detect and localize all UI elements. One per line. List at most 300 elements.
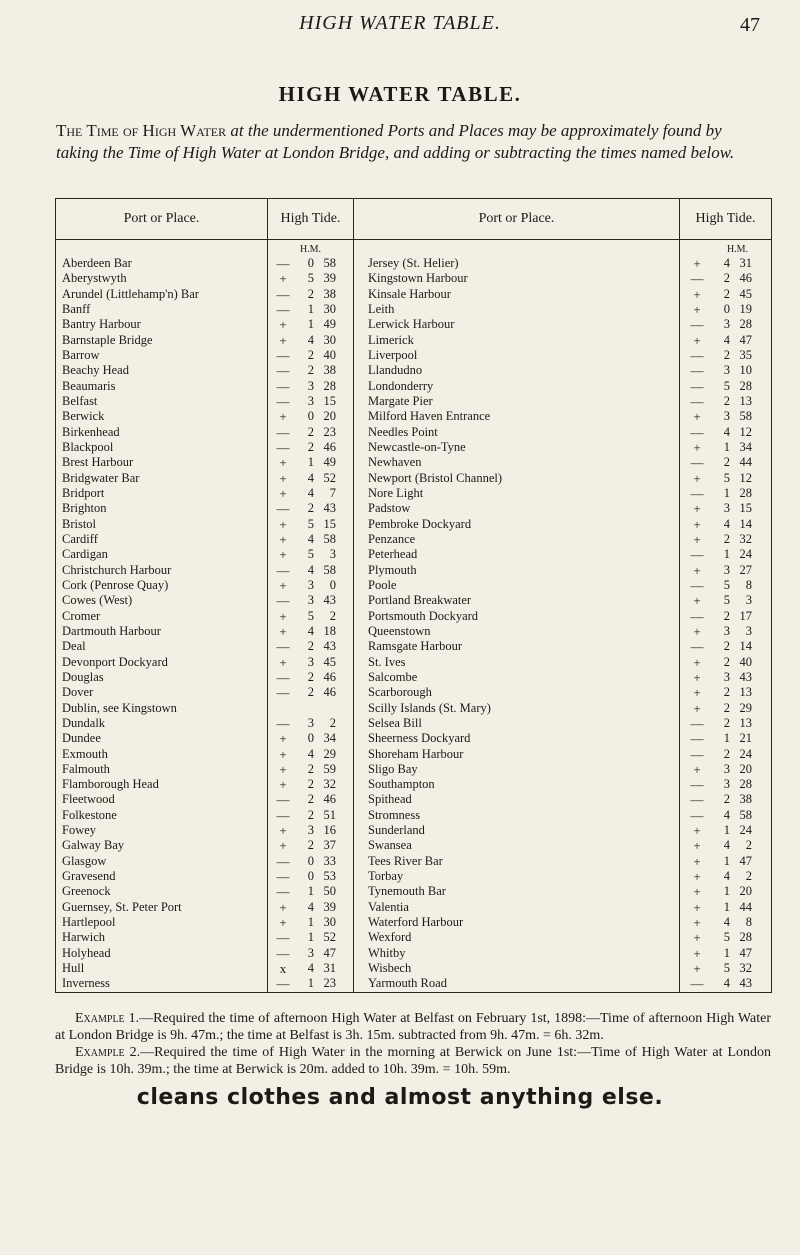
tide-minutes: 58 xyxy=(739,807,752,822)
table-row-tide xyxy=(680,792,771,807)
tide-hours: 5 xyxy=(723,961,730,976)
table-row-tide xyxy=(268,379,353,394)
tide-sign: + xyxy=(279,777,287,793)
tide-sign: + xyxy=(693,838,701,854)
table-row-place xyxy=(354,915,679,930)
table-row-place xyxy=(56,685,267,700)
table-row-tide xyxy=(680,409,771,424)
table-row-place xyxy=(354,808,679,823)
table-row-tide xyxy=(680,593,771,608)
table-row-tide xyxy=(268,655,353,670)
tide-sign: — xyxy=(690,347,704,363)
tide-minutes: 45 xyxy=(323,654,336,669)
place-name: Brighton xyxy=(62,501,107,516)
tide-hours: 5 xyxy=(723,577,730,592)
tide-sign: — xyxy=(276,286,290,302)
tide-hours: 2 xyxy=(307,838,314,853)
place-name: Limerick xyxy=(368,332,414,347)
tide-sign: + xyxy=(693,531,701,547)
tide-minutes: 47 xyxy=(323,945,336,960)
tide-hours: 4 xyxy=(307,746,314,761)
table-row-tide xyxy=(268,701,353,716)
table-row-place xyxy=(56,808,267,823)
tide-sign: — xyxy=(276,301,290,317)
tide-minutes: 13 xyxy=(739,715,752,730)
place-name: Banff xyxy=(62,301,91,316)
tide-hours: 3 xyxy=(307,577,314,592)
place-name: Cardiff xyxy=(62,531,98,546)
tide-hours: 2 xyxy=(307,807,314,822)
tide-minutes: 46 xyxy=(323,669,336,684)
tide-hours: 2 xyxy=(723,654,730,669)
tide-sign: — xyxy=(690,715,704,731)
place-name: Arundel (Littlehamp'n) Bar xyxy=(62,286,199,301)
tide-hours: 2 xyxy=(307,761,314,776)
tide-minutes: 35 xyxy=(739,347,752,362)
tide-hours: 3 xyxy=(723,562,730,577)
intro-rest: at the undermentioned Ports and Places may be approximately found by taking the Time of High Water at London Bridge, and adding or subtracting the times named below. xyxy=(56,121,735,162)
tide-hours: 2 xyxy=(307,669,314,684)
place-name: Holyhead xyxy=(62,945,111,960)
place-name: Southampton xyxy=(368,777,435,792)
tide-minutes: 12 xyxy=(739,424,752,439)
tide-minutes: 30 xyxy=(323,301,336,316)
tide-minutes: 2 xyxy=(329,608,336,623)
table-row-place xyxy=(56,287,267,302)
table-row-tide xyxy=(680,317,771,332)
tide-sign: — xyxy=(276,378,290,394)
table-row-tide xyxy=(268,440,353,455)
tide-sign: + xyxy=(693,562,701,578)
tide-hours: 2 xyxy=(723,271,730,286)
place-name: Newport (Bristol Channel) xyxy=(368,470,503,485)
tide-hours: 4 xyxy=(723,424,730,439)
tide-sign: + xyxy=(279,332,287,348)
tide-hours: 5 xyxy=(307,271,314,286)
table-row-place xyxy=(354,976,679,991)
place-name: Beaumaris xyxy=(62,378,116,393)
tide-hours: 2 xyxy=(723,639,730,654)
tide-hours: 0 xyxy=(307,853,314,868)
table-row-tide xyxy=(268,670,353,685)
table-row-tide xyxy=(268,884,353,899)
tide-minutes: 46 xyxy=(323,792,336,807)
table-row-tide xyxy=(268,455,353,470)
tide-sign: — xyxy=(690,317,704,333)
example-2 xyxy=(55,1044,771,1078)
table-row-tide xyxy=(680,915,771,930)
tide-minutes: 46 xyxy=(323,685,336,700)
unit-label-right: H.M. xyxy=(726,244,749,255)
table-row-place xyxy=(56,256,267,271)
tide-sign: + xyxy=(693,669,701,685)
tide-hours: 4 xyxy=(307,623,314,638)
table-row-tide xyxy=(268,302,353,317)
tide-sign xyxy=(268,701,298,716)
table-row-tide xyxy=(268,777,353,792)
tide-sign: + xyxy=(279,577,287,593)
table-row-place xyxy=(354,869,679,884)
tide-hours: 2 xyxy=(723,393,730,408)
tide-minutes: 34 xyxy=(323,731,336,746)
table-row-tide xyxy=(268,271,353,286)
tide-hours: 4 xyxy=(723,332,730,347)
table-row-place xyxy=(354,685,679,700)
tide-minutes: 23 xyxy=(323,424,336,439)
table-row-place xyxy=(354,409,679,424)
table-row-place xyxy=(56,823,267,838)
place-name: Harwich xyxy=(62,930,106,945)
tide-minutes: 58 xyxy=(739,409,752,424)
tide-sign: + xyxy=(693,884,701,900)
table-row-tide xyxy=(680,517,771,532)
table-row-tide xyxy=(680,762,771,777)
tide-hours: 1 xyxy=(307,930,314,945)
place-name: Cardigan xyxy=(62,547,108,562)
tide-hours: 2 xyxy=(307,501,314,516)
table-row-tide xyxy=(268,792,353,807)
tide-sign: + xyxy=(279,516,287,532)
place-name: Kingstown Harbour xyxy=(368,271,468,286)
tide-hours: 2 xyxy=(723,792,730,807)
tide-minutes: 13 xyxy=(739,393,752,408)
table-row-tide xyxy=(680,547,771,562)
place-name: Devonport Dockyard xyxy=(62,654,168,669)
intro-lead: The Time of High Water xyxy=(56,121,227,140)
tide-hours: 5 xyxy=(307,608,314,623)
table-row-tide xyxy=(680,701,771,716)
example-2-text: —Required the time of High Water in the morning at Berwick on June 1st:—Time of High Water at London Bridge is 10h. 39m.; the time at Berwick is 20m. added to 10h. 39m. = 10h. 59m. xyxy=(55,1045,771,1077)
tide-minutes: 40 xyxy=(323,347,336,362)
tide-sign: + xyxy=(693,593,701,609)
table-row-place xyxy=(56,501,267,516)
tide-sign: — xyxy=(276,393,290,409)
table-row-tide xyxy=(680,854,771,869)
table-row-tide xyxy=(680,838,771,853)
header-port-right: Port or Place. xyxy=(354,199,680,240)
place-name: Glasgow xyxy=(62,853,107,868)
tide-hours: 4 xyxy=(307,562,314,577)
tide-sign: + xyxy=(693,853,701,869)
tide-hours: 4 xyxy=(723,807,730,822)
table-row-place xyxy=(56,869,267,884)
tide-sign: — xyxy=(276,685,290,701)
table-row-place xyxy=(56,593,267,608)
tide-minutes: 17 xyxy=(739,608,752,623)
tide-hours: 1 xyxy=(723,547,730,562)
table-row-tide xyxy=(680,609,771,624)
tide-minutes: 52 xyxy=(323,470,336,485)
tide-minutes: 0 xyxy=(329,577,336,592)
tide-hours: 2 xyxy=(723,347,730,362)
tide-sign: + xyxy=(693,301,701,317)
tide-sign: — xyxy=(690,639,704,655)
table-row-tide xyxy=(268,317,353,332)
table-row-tide xyxy=(680,379,771,394)
place-name: Christchurch Harbour xyxy=(62,562,172,577)
tide-sign: + xyxy=(693,930,701,946)
place-name: Selsea Bill xyxy=(368,715,422,730)
tide-hours: 3 xyxy=(723,777,730,792)
running-title: HIGH WATER TABLE. xyxy=(299,12,501,34)
table-row-place xyxy=(354,854,679,869)
place-name: Portland Breakwater xyxy=(368,593,472,608)
tide-hours: 3 xyxy=(307,715,314,730)
place-name: Llandudno xyxy=(368,363,423,378)
tide-minutes: 2 xyxy=(745,838,752,853)
tide-hours: 0 xyxy=(307,256,314,270)
table-row-tide xyxy=(268,609,353,624)
tide-minutes: 43 xyxy=(323,639,336,654)
table-row-place xyxy=(56,900,267,915)
table-row-tide xyxy=(680,808,771,823)
place-name: Douglas xyxy=(62,669,104,684)
example-2-label: Example 2. xyxy=(75,1045,141,1060)
tide-sign: — xyxy=(276,792,290,808)
tide-sign: — xyxy=(276,363,290,379)
table-row-tide xyxy=(268,747,353,762)
tide-hours: 5 xyxy=(723,593,730,608)
tide-hours: 3 xyxy=(307,593,314,608)
table-row-place xyxy=(56,792,267,807)
tide-minutes: 2 xyxy=(329,715,336,730)
table-row-tide xyxy=(268,731,353,746)
unit-label-left: H.M. xyxy=(299,244,322,255)
tide-hours: 5 xyxy=(307,547,314,562)
table-row-tide xyxy=(680,394,771,409)
tide-minutes: 51 xyxy=(323,807,336,822)
table-row-tide xyxy=(268,287,353,302)
place-name: Scarborough xyxy=(368,685,432,700)
table-row-tide xyxy=(268,532,353,547)
table-row-tide xyxy=(268,762,353,777)
tide-sign: + xyxy=(693,256,701,271)
table-row-place xyxy=(56,578,267,593)
place-name: Fleetwood xyxy=(62,792,115,807)
table-row-place xyxy=(354,517,679,532)
place-name: Dover xyxy=(62,685,94,700)
place-name: Kinsale Harbour xyxy=(368,286,451,301)
tide-hours: 3 xyxy=(723,409,730,424)
table-row-tide xyxy=(680,961,771,976)
table-row-tide xyxy=(680,747,771,762)
table-row-place xyxy=(56,884,267,899)
table-row-tide xyxy=(680,685,771,700)
tide-sign: + xyxy=(279,746,287,762)
tide-sign: — xyxy=(690,792,704,808)
tide-minutes: 28 xyxy=(739,378,752,393)
table-row-place xyxy=(354,547,679,562)
tide-hours: 3 xyxy=(723,317,730,332)
tide-hours: 4 xyxy=(723,976,730,991)
tide-minutes: 19 xyxy=(739,301,752,316)
table-row-place xyxy=(354,486,679,501)
tide-sign: — xyxy=(276,593,290,609)
tide-sign: — xyxy=(690,608,704,624)
intro-paragraph xyxy=(56,120,756,164)
right-places-column xyxy=(354,240,680,993)
tide-sign: — xyxy=(276,256,290,271)
table-row-tide xyxy=(268,716,353,731)
tide-sign: — xyxy=(276,562,290,578)
tide-sign: — xyxy=(276,424,290,440)
tide-minutes: 28 xyxy=(739,317,752,332)
table-row-tide xyxy=(680,578,771,593)
table-row-place xyxy=(56,838,267,853)
place-name: Newcastle-on-Tyne xyxy=(368,439,466,454)
tide-minutes: 43 xyxy=(323,501,336,516)
place-name: Exmouth xyxy=(62,746,108,761)
table-row-place xyxy=(56,455,267,470)
tide-sign: — xyxy=(690,424,704,440)
tide-sign: — xyxy=(276,347,290,363)
table-row-place xyxy=(56,946,267,961)
tide-sign: — xyxy=(276,807,290,823)
table-row-tide xyxy=(680,287,771,302)
page-title: HIGH WATER TABLE. xyxy=(278,82,522,106)
tide-sign: + xyxy=(279,654,287,670)
place-name: Padstow xyxy=(368,501,411,516)
header-tide-right: High Tide. xyxy=(680,199,772,240)
tide-sign: — xyxy=(690,378,704,394)
tide-hours: 1 xyxy=(307,976,314,991)
tide-sign: + xyxy=(279,915,287,931)
place-name: Beachy Head xyxy=(62,363,129,378)
tide-minutes: 12 xyxy=(739,470,752,485)
table-row-tide xyxy=(268,471,353,486)
tide-hours: 4 xyxy=(723,838,730,853)
tide-minutes: 58 xyxy=(323,531,336,546)
table-header-row xyxy=(56,199,772,240)
place-name: Hull xyxy=(62,961,85,976)
tide-sign: + xyxy=(693,623,701,639)
tide-hours: 0 xyxy=(307,731,314,746)
tide-sign: + xyxy=(693,761,701,777)
tide-minutes xyxy=(314,701,336,716)
tide-sign: — xyxy=(690,363,704,379)
place-name: Scilly Islands (St. Mary) xyxy=(368,700,491,715)
tide-hours: 2 xyxy=(307,639,314,654)
tide-minutes: 28 xyxy=(739,930,752,945)
table-row-place xyxy=(56,333,267,348)
tide-hours: 1 xyxy=(307,884,314,899)
tide-sign: + xyxy=(693,961,701,977)
tide-minutes: 3 xyxy=(329,547,336,562)
tide-minutes: 32 xyxy=(739,961,752,976)
tide-sign: + xyxy=(693,516,701,532)
tide-minutes: 21 xyxy=(739,731,752,746)
table-row-tide xyxy=(680,363,771,378)
table-row-place xyxy=(56,670,267,685)
table-row-tide xyxy=(268,517,353,532)
tide-sign: + xyxy=(693,286,701,302)
place-name: Birkenhead xyxy=(62,424,120,439)
table-row-tide xyxy=(680,440,771,455)
tide-sign: + xyxy=(693,470,701,486)
table-row-place xyxy=(354,792,679,807)
tide-hours: 1 xyxy=(723,485,730,500)
table-row-place xyxy=(354,900,679,915)
tide-hours: 4 xyxy=(723,256,730,270)
tide-sign: + xyxy=(279,899,287,915)
tide-sign: — xyxy=(690,485,704,501)
tide-hours: 3 xyxy=(723,363,730,378)
table-row-place xyxy=(354,930,679,945)
table-row-tide xyxy=(680,471,771,486)
table-row-place xyxy=(56,777,267,792)
table-row-tide xyxy=(680,501,771,516)
tide-minutes: 28 xyxy=(739,777,752,792)
advert-slogan: cleans clothes and almost anything else. xyxy=(136,1085,664,1110)
tide-minutes: 47 xyxy=(739,945,752,960)
tide-minutes: 14 xyxy=(739,516,752,531)
tide-minutes: 31 xyxy=(739,256,752,270)
tide-minutes: 32 xyxy=(323,777,336,792)
tide-hours: 1 xyxy=(307,301,314,316)
place-name: Needles Point xyxy=(368,424,438,439)
place-name: Hartlepool xyxy=(62,915,116,930)
tide-sign: + xyxy=(279,485,287,501)
table-row-place xyxy=(354,777,679,792)
tide-hours: 1 xyxy=(723,899,730,914)
tide-hours: 5 xyxy=(723,470,730,485)
tide-hours: 4 xyxy=(307,485,314,500)
tide-sign: — xyxy=(276,639,290,655)
table-row-place xyxy=(354,379,679,394)
tide-hours: 2 xyxy=(723,531,730,546)
place-name: Lerwick Harbour xyxy=(368,317,455,332)
high-water-table xyxy=(55,198,772,993)
place-name: Milford Haven Entrance xyxy=(368,409,491,424)
tide-minutes: 24 xyxy=(739,823,752,838)
table-row-tide xyxy=(680,976,771,991)
table-row-place xyxy=(56,563,267,578)
table-row-tide xyxy=(680,455,771,470)
table-row-place xyxy=(354,624,679,639)
tide-hours: 1 xyxy=(307,317,314,332)
place-name: Portsmouth Dockyard xyxy=(368,608,479,623)
tide-hours: 5 xyxy=(723,378,730,393)
table-row-place xyxy=(56,379,267,394)
tide-hours: 0 xyxy=(723,301,730,316)
tide-minutes: 8 xyxy=(745,577,752,592)
tide-minutes: 3 xyxy=(745,593,752,608)
tide-hours: 4 xyxy=(307,899,314,914)
table-row-place xyxy=(354,609,679,624)
table-row-place xyxy=(354,471,679,486)
header-tide-left: High Tide. xyxy=(268,199,354,240)
place-name: Stromness xyxy=(368,807,421,822)
tide-minutes: 49 xyxy=(323,317,336,332)
tide-hours: 4 xyxy=(307,961,314,976)
place-name: Ramsgate Harbour xyxy=(368,639,463,654)
tide-minutes: 20 xyxy=(739,884,752,899)
tide-sign: — xyxy=(690,976,704,992)
tide-sign: + xyxy=(693,654,701,670)
tide-hours: 2 xyxy=(307,685,314,700)
table-row-tide xyxy=(680,777,771,792)
table-row-tide xyxy=(268,869,353,884)
place-name: Fowey xyxy=(62,823,97,838)
table-row-tide xyxy=(268,624,353,639)
table-row-place xyxy=(354,670,679,685)
table-row-place xyxy=(56,701,267,716)
place-name: Nore Light xyxy=(368,485,424,500)
place-name: Falmouth xyxy=(62,761,110,776)
tide-minutes: 59 xyxy=(323,761,336,776)
table-row-place xyxy=(354,961,679,976)
place-name: Salcombe xyxy=(368,669,418,684)
